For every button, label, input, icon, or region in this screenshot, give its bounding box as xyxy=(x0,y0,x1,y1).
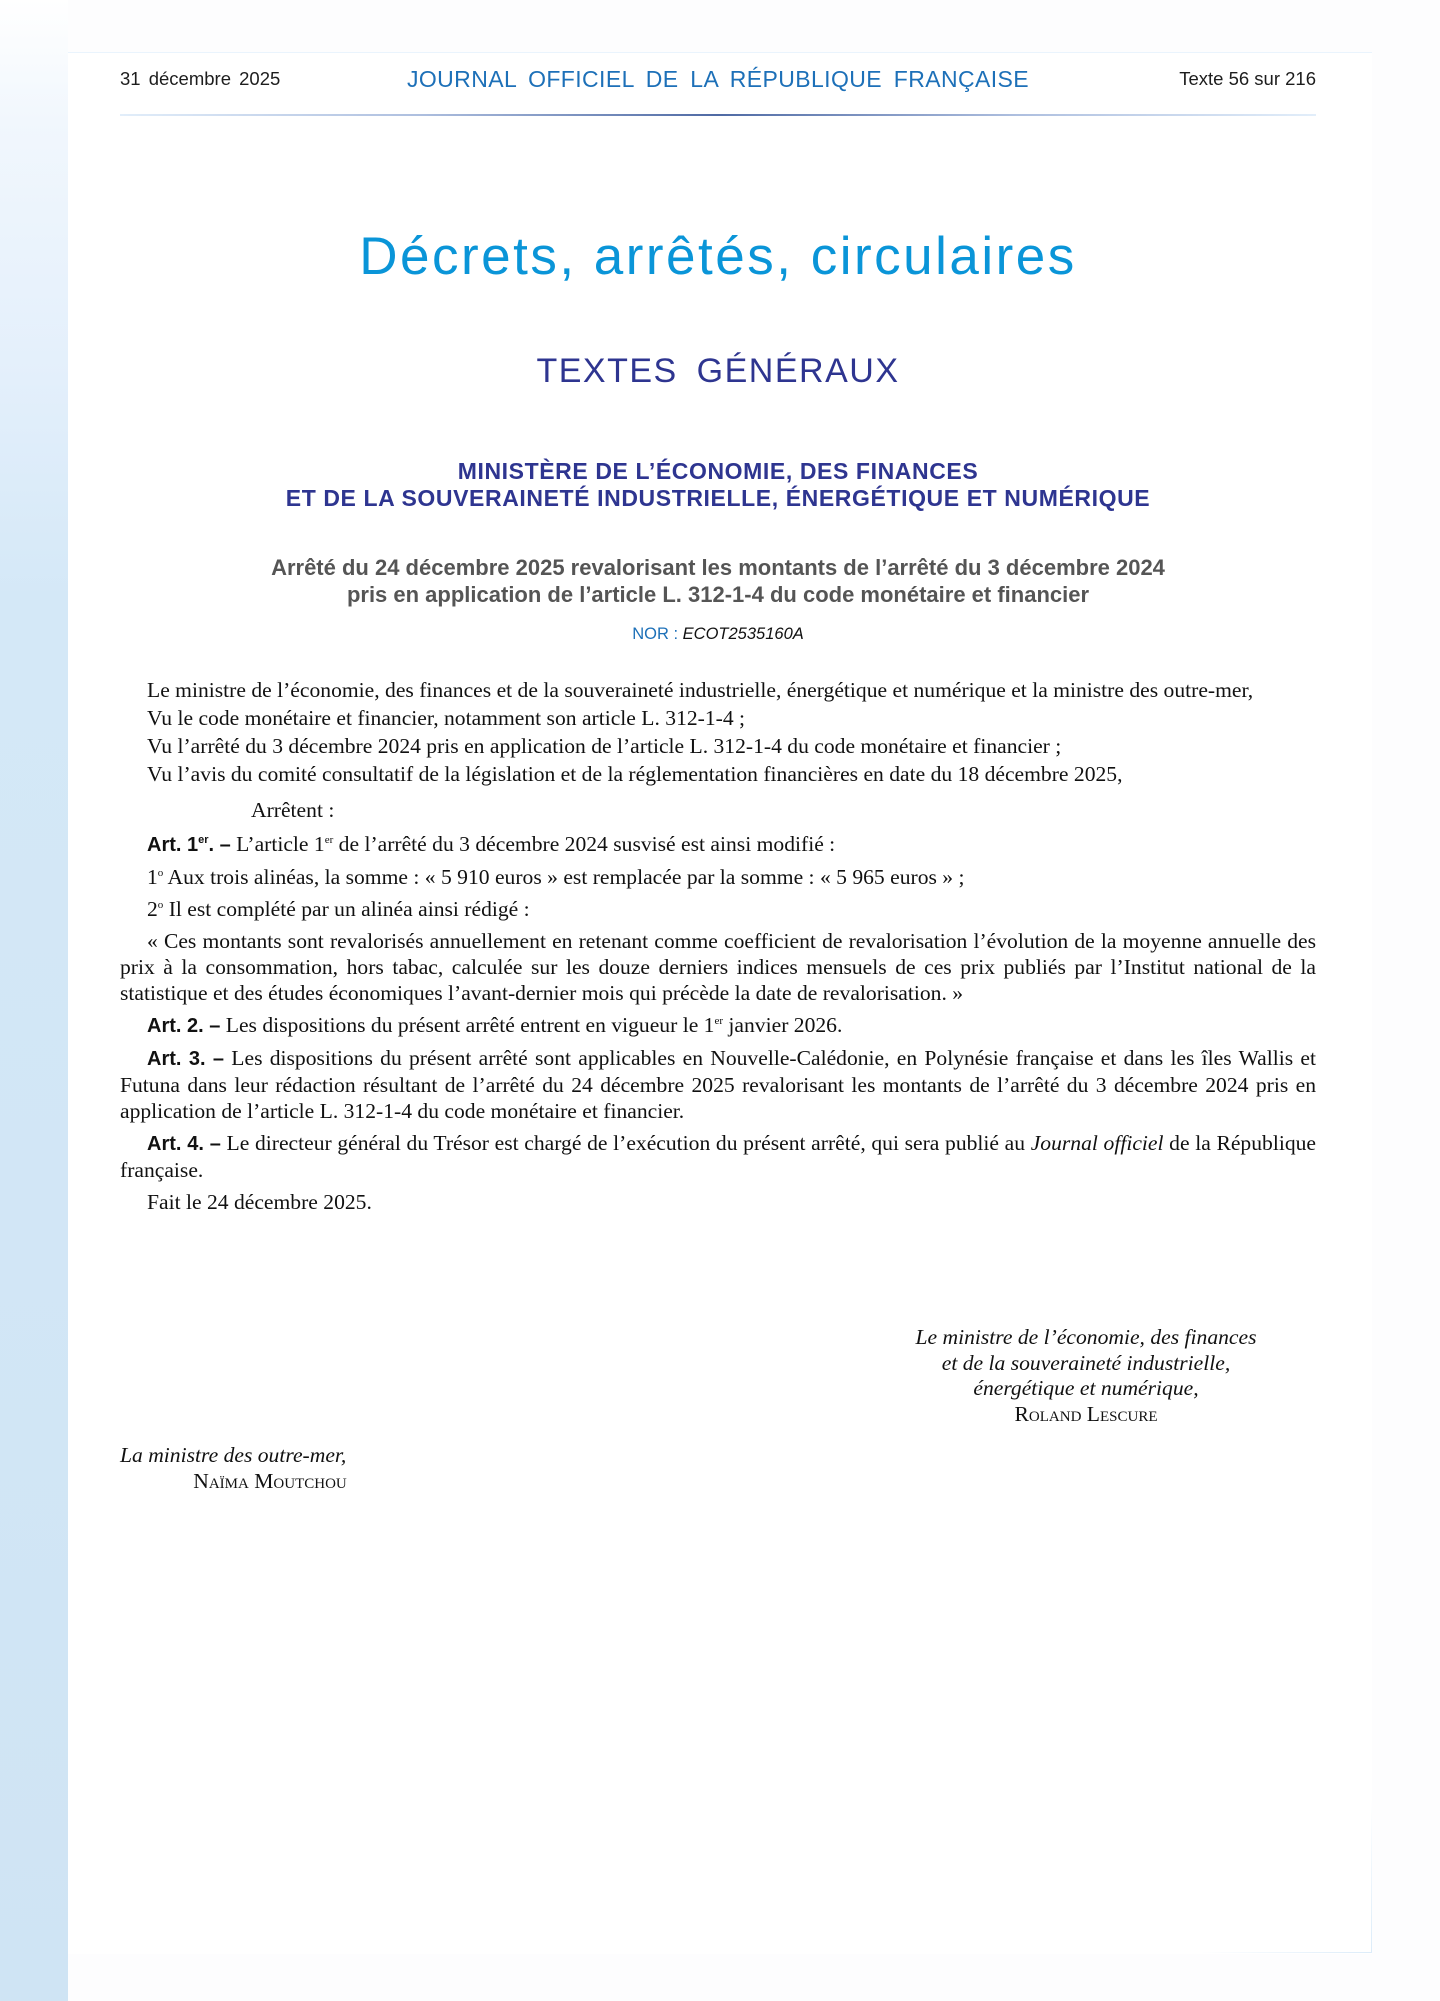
article-1-text-a: L’article 1 xyxy=(230,832,325,856)
item-2 xyxy=(120,896,1316,922)
arretent: Arrêtent : xyxy=(251,798,335,822)
article-2-text-a: Les dispositions du présent arrêté entrent en vigueur le 1 xyxy=(220,1013,715,1037)
signature-name: Naïma Moutchou xyxy=(193,1468,347,1493)
article-4-text-italic: Journal officiel xyxy=(1030,1131,1164,1155)
journal-title: JOURNAL OFFICIEL DE LA RÉPUBLIQUE FRANÇAISE xyxy=(406,66,1030,92)
visa-3: Vu l’avis du comité consultatif de la législation et de la réglementation financières en date du 18 décembre 2025, xyxy=(147,762,1123,786)
signature-minister-economy xyxy=(856,1325,1316,1427)
article-1-label-end: . – xyxy=(208,834,231,856)
act-title-line-1: Arrêté du 24 décembre 2025 revalorisant les montants de l’arrêté du 3 décembre 2024 xyxy=(271,555,1165,580)
article-4-text-b: de la République française. xyxy=(120,1131,1317,1182)
rubric-title: TEXTES GÉNÉRAUX xyxy=(536,352,900,390)
article-1-label xyxy=(147,834,231,856)
article-4-text-a: Le directeur général du Trésor est chargé de l’exécution du présent arrêté, qui sera publié au xyxy=(220,1131,1031,1155)
article-1 xyxy=(120,831,1316,858)
ministry-heading xyxy=(120,458,1316,512)
act-title-line-2: pris en application de l’article L. 312-1-4 du code monétaire et financier xyxy=(346,582,1090,607)
page-frame-edge-bottom xyxy=(1200,1952,1372,1953)
article-2 xyxy=(120,1012,1316,1039)
quoted-paragraph: « Ces montants sont revalorisés annuellement en retenant comme coefficient de revalorisation l’évolution de la moyenne annuelle des prix à la consommation, hors tabac, calculée sur les douze derniers indices mensuels de ces prix publiés par l’Institut national de la statistique et des études économiques l’avant-dernier mois qui précède la date de revalorisation. » xyxy=(120,929,1316,1005)
act-body xyxy=(120,677,1316,1221)
item-2-sup: o xyxy=(157,899,164,911)
item-2-text: Il est complété par un alinéa ainsi rédigé : xyxy=(163,897,530,921)
article-2-label: Art. 2. – xyxy=(147,1015,221,1037)
nor-value: ECOT2535160A xyxy=(682,625,804,643)
preamble: Le ministre de l’économie, des finances et de la souveraineté industrielle, énergétique et numérique et la ministre des outre-mer, xyxy=(147,678,1254,702)
signature-role-line-2: et de la souveraineté industrielle, xyxy=(941,1350,1231,1375)
nor-reference xyxy=(120,625,1316,644)
article-3 xyxy=(120,1045,1316,1124)
article-4 xyxy=(120,1130,1316,1183)
item-1 xyxy=(120,864,1316,890)
signature-role-line-3: énergétique et numérique, xyxy=(973,1376,1199,1400)
section-title: Décrets, arrêtés, circulaires xyxy=(359,227,1077,286)
text-reference: Texte 56 sur 216 xyxy=(1179,68,1316,89)
publication-date: 31 décembre 2025 xyxy=(120,68,281,89)
article-2-text-b: janvier 2026. xyxy=(723,1013,843,1037)
item-1-text: Aux trois alinéas, la somme : « 5 910 euros » est remplacée par la somme : « 5 965 euros » ; xyxy=(163,865,965,889)
page-frame-edge xyxy=(1371,1800,1372,1953)
article-1-text-b: de l’arrêté du 3 décembre 2024 susvisé est ainsi modifié : xyxy=(333,832,836,856)
article-3-text: Les dispositions du présent arrêté sont applicables en Nouvelle-Calédonie, en Polynésie française et dans les îles Wallis et Futuna dans leur rédaction résultant de l’arrêté du 24 décembre 2025 revalorisant les montants de l’arrêté du 3 décembre 2024 pris en application de l’article L. 312-1-4 du code monétaire et financier. xyxy=(120,1046,1316,1123)
signature-role: La ministre des outre-mer, xyxy=(120,1443,347,1467)
act-title xyxy=(120,554,1316,608)
done-at: Fait le 24 décembre 2025. xyxy=(147,1190,372,1214)
item-2-num: 2 xyxy=(147,897,158,921)
signature-role-line-1: Le ministre de l’économie, des finances xyxy=(915,1325,1257,1349)
article-3-label: Art. 3. – xyxy=(147,1048,225,1070)
ministry-line-1: MINISTÈRE DE L’ÉCONOMIE, DES FINANCES xyxy=(457,458,979,484)
article-1-label-main: Art. 1 xyxy=(147,834,199,856)
nor-label: NOR : xyxy=(632,625,683,643)
item-1-num: 1 xyxy=(147,865,158,889)
article-4-label: Art. 4. – xyxy=(147,1133,221,1155)
ministry-line-2: ET DE LA SOUVERAINETÉ INDUSTRIELLE, ÉNERGÉTIQUE ET NUMÉRIQUE xyxy=(285,485,1151,511)
signature-minister-overseas xyxy=(120,1443,420,1494)
page-header xyxy=(120,66,1316,96)
article-2-text-sup: er xyxy=(714,1015,724,1027)
signature-name: Roland Lescure xyxy=(1014,1401,1158,1426)
header-divider xyxy=(120,114,1316,116)
viewer-sidebar-strip xyxy=(0,0,68,2001)
visa-2: Vu l’arrêté du 3 décembre 2024 pris en application de l’article L. 312-1-4 du code monétaire et financier ; xyxy=(147,734,1062,758)
item-1-sup: o xyxy=(157,867,164,879)
article-1-label-sup: er xyxy=(198,834,209,846)
article-1-text-sup: er xyxy=(324,834,334,846)
visa-1: Vu le code monétaire et financier, notamment son article L. 312-1-4 ; xyxy=(147,706,746,730)
